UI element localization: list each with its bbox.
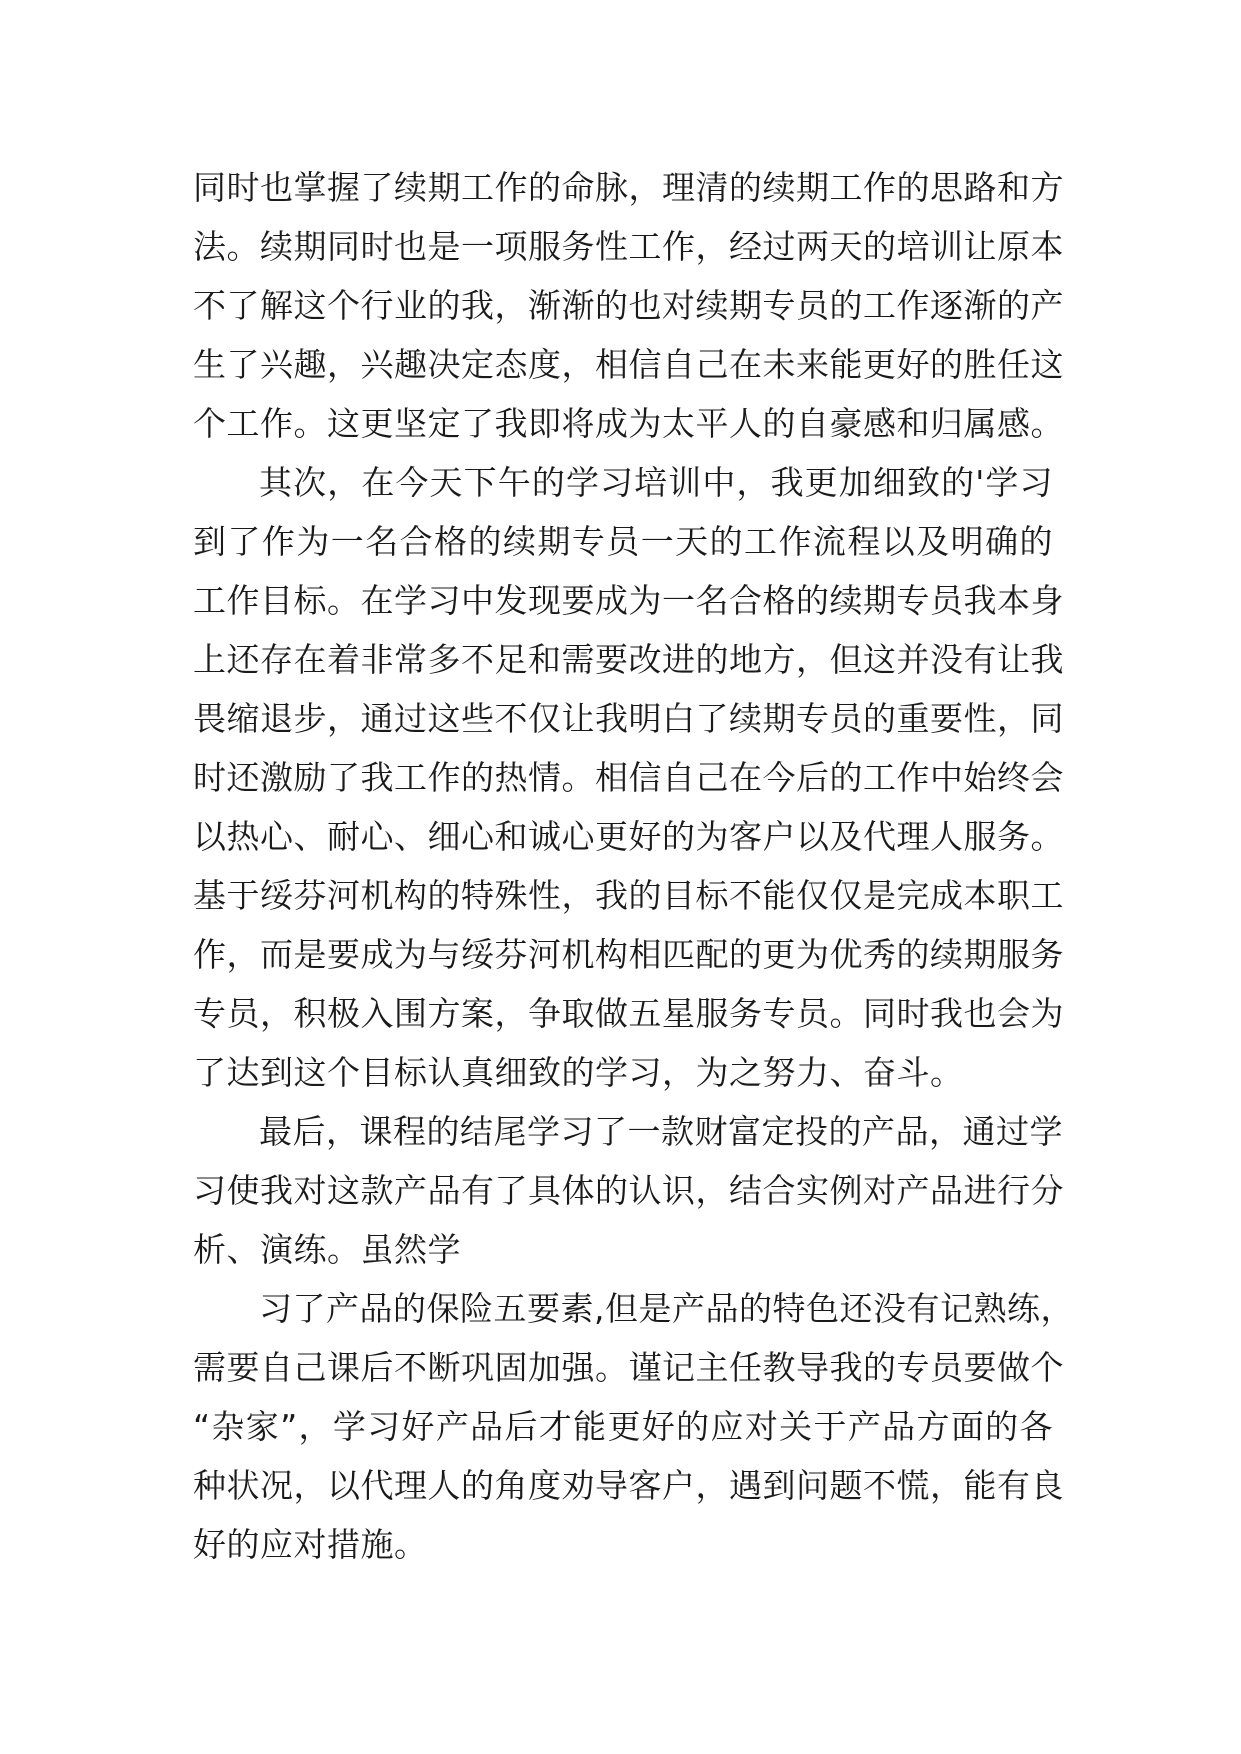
text-line: “杂家”，学习好产品后才能更好的应对关于产品方面的各	[193, 1407, 1053, 1446]
text-line: 基于绥芬河机构的特殊性，我的目标不能仅仅是完成本职工	[193, 876, 1064, 915]
text-line: 习使我对这款产品有了具体的认识，结合实例对产品进行分	[193, 1171, 1064, 1210]
text-line: 专员，积极入围方案，争取做五星服务专员。同时我也会为	[193, 994, 1064, 1033]
text-line: 同时也掌握了续期工作的命脉，理清的续期工作的思路和方	[193, 168, 1064, 207]
text-line: 需要自己课后不断巩固加强。谨记主任教导我的专员要做个	[193, 1348, 1064, 1387]
text-line: 种状况，以代理人的角度劝导客户，遇到问题不慌，能有良	[193, 1466, 1064, 1505]
paragraph-first-line: 其次，在今天下午的学习培训中，我更加细致的'学习	[259, 463, 1053, 502]
text-line: 个工作。这更坚定了我即将成为太平人的自豪感和归属感。	[193, 404, 1064, 443]
paragraph-first-line: 习了产品的保险五要素,但是产品的特色还没有记熟练，	[259, 1289, 1074, 1328]
paragraph-last-line: 析、演练。虽然学	[193, 1230, 461, 1269]
text-line: 上还存在着非常多不足和需要改进的地方，但这并没有让我	[193, 640, 1064, 679]
text-line: 时还激励了我工作的热情。相信自己在今后的工作中始终会	[193, 758, 1064, 797]
text-line: 到了作为一名合格的续期专员一天的工作流程以及明确的	[193, 522, 1053, 561]
text-line: 法。续期同时也是一项服务性工作，经过两天的培训让原本	[193, 227, 1064, 266]
text-line: 以热心、耐心、细心和诚心更好的为客户以及代理人服务。	[193, 817, 1064, 856]
paragraph-last-line: 了达到这个目标认真细致的学习，为之努力、奋斗。	[193, 1053, 964, 1092]
body-text	[193, 158, 1074, 1574]
text-line: 畏缩退步，通过这些不仅让我明白了续期专员的重要性，同	[193, 699, 1064, 738]
text-line: 生了兴趣，兴趣决定态度，相信自己在未来能更好的胜任这	[193, 345, 1064, 384]
paragraph-first-line: 最后，课程的结尾学习了一款财富定投的产品，通过学	[259, 1112, 1063, 1151]
text-line: 不了解这个行业的我，渐渐的也对续期专员的工作逐渐的产	[193, 286, 1064, 325]
paragraph-last-line: 好的应对措施。	[193, 1525, 428, 1564]
text-line: 作，而是要成为与绥芬河机构相匹配的更为优秀的续期服务	[193, 935, 1064, 974]
text-line: 工作目标。在学习中发现要成为一名合格的续期专员我本身	[193, 581, 1064, 620]
